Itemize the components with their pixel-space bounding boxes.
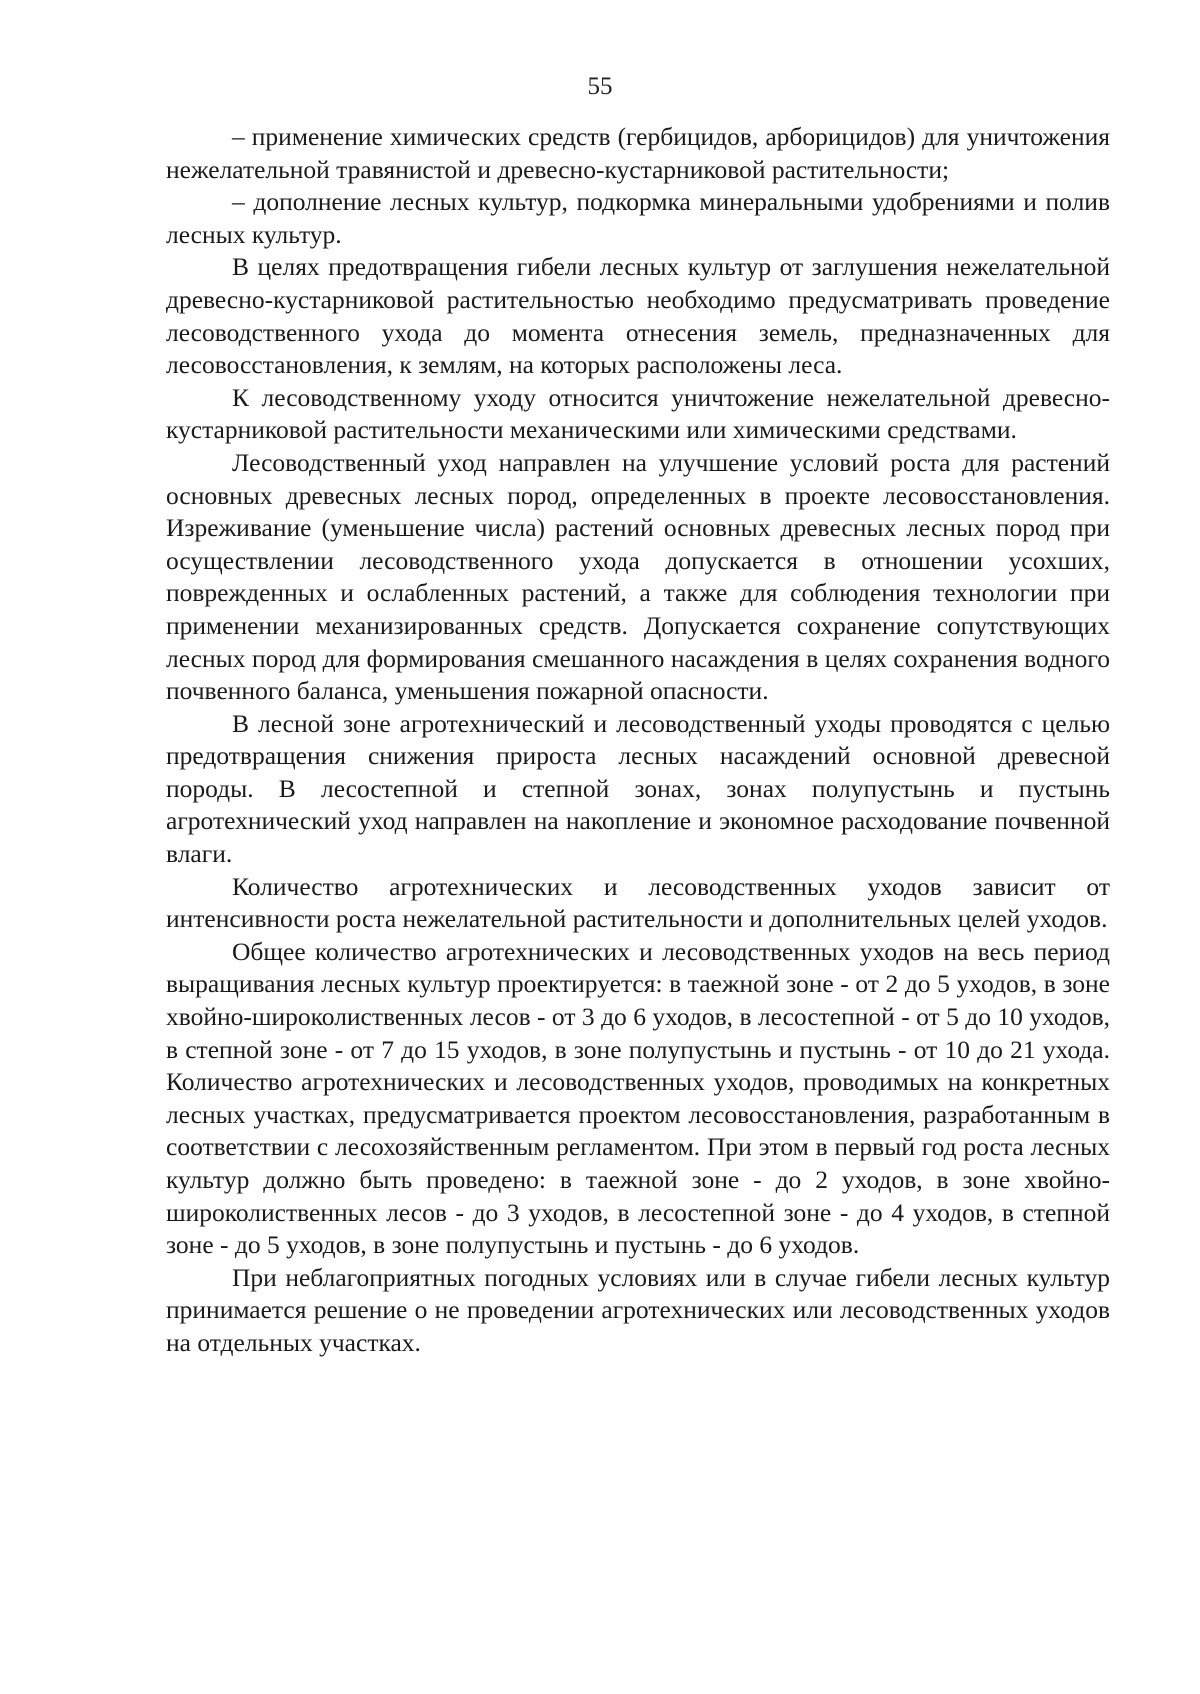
- paragraph-chemical-treatment: – применение химических средств (гербицидов, арборицидов) для уничтожения нежелательной травянистой и древесно-кустарниковой растительности;: [166, 122, 1110, 184]
- paragraph-unfavorable-conditions: При неблагоприятных погодных условиях или в случае гибели лесных культур принимается решение о не проведении агротехнических или лесоводственных уходов на отдельных участках.: [166, 1262, 1110, 1357]
- paragraph-forest-zone-care: В лесной зоне агротехнический и лесоводственный уходы проводятся с целью предотвращения снижения прироста лесных насаждений основной древесной породы. В лесостепной и степной зонах, зонах полупустынь и пустынь агротехнический уход направлен на накопление и экономное расходование почвенной влаги.: [166, 708, 1110, 869]
- paragraph-prevent-death: В целях предотвращения гибели лесных культур от заглушения нежелательной древесно-кустарниковой растительностью необходимо предусматривать проведение лесоводственного ухода до момента отнесения земель, предназначенных для лесовосстановления, к землям, на которых расположены леса.: [166, 252, 1110, 380]
- paragraph-care-count-dependency: Количество агротехнических и лесоводственных уходов зависит от интенсивности роста нежелательной растительности и дополнительных целей уходов.: [166, 871, 1110, 934]
- document-body: [166, 121, 1110, 1360]
- paragraph-supplementing-cultures: – дополнение лесных культур, подкормка минеральными удобрениями и полив лесных культур.: [166, 187, 1110, 249]
- page-number: 55: [587, 73, 613, 100]
- paragraph-silvicultural-care-purpose: Лесоводственный уход направлен на улучшение условий роста для растений основных древесных лесных пород, определенных в проекте лесовосстановления. Изреживание (уменьшение числа) растений основных древесных лесных пород при осуществлении лесоводственного ухода допускается в отношении усохших, поврежденных и ослабленных растений, а также для соблюдения технологии при применении механизированных средств. Допускается сохранение сопутствующих лесных пород для формирования смешанного насаждения в целях сохранения водного почвенного баланса, уменьшения пожарной опасности.: [166, 447, 1110, 706]
- paragraph-total-care-count: Общее количество агротехнических и лесоводственных уходов на весь период выращивания лесных культур проектируется: в таежной зоне - от 2 до 5 уходов, в зоне хвойно-широколиственных лесов - от 3 до 6 уходов, в лесостепной - от 5 до 10 уходов, в степной зоне - от 7 до 15 уходов, в зоне полупустынь и пустынь - от 10 до 21 ухода. Количество агротехнических и лесоводственных уходов, проводимых на конкретных лесных участках, предусматривается проектом лесовосстановления, разработанным в соответствии с лесохозяйственным регламентом. При этом в первый год роста лесных культур должно быть проведено: в таежной зоне - до 2 уходов, в зоне хвойно-широколиственных лесов - до 3 уходов, в лесостепной зоне - до 4 уходов, в степной зоне - до 5 уходов, в зоне полупустынь и пустынь - до 6 уходов.: [166, 936, 1110, 1260]
- paragraph-silvicultural-care-definition: К лесоводственному уходу относится уничтожение нежелательной древесно-кустарниковой растительности механическими или химическими средствами.: [166, 382, 1110, 445]
